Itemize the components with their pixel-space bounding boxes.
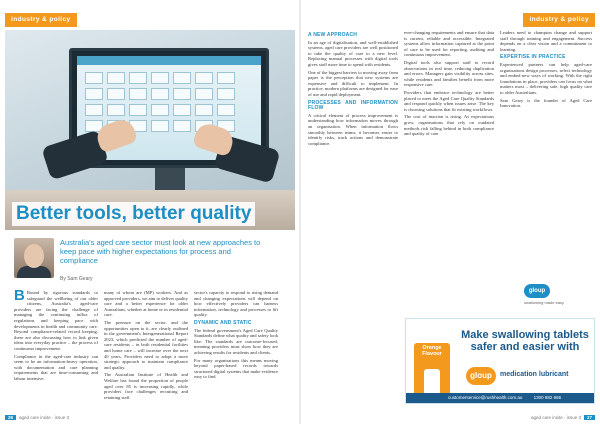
paragraph: Providers that embrace technology are better placed to meet the Aged Care Quality Standards and respond quickly when issues arise. The key is choosing solutions that fit existing workflows. — [404, 89, 494, 112]
subheading: DYNAMIC AND STATIC — [194, 319, 252, 326]
paragraph: The Australian Institute of Health and Welfare has found the proportion of people aged over 85 is increasing rapidly, while providers face challenges recruiting and retaining staff. — [104, 372, 188, 400]
advertiser-logo-small[interactable] — [524, 284, 592, 312]
paragraph: A critical element of process improvement is understanding how information moves through an organisation. When information flows smoothly between teams, it becomes easier to identify risks, track actions and demonstrate compliance. — [308, 112, 398, 146]
body-column-5 — [404, 30, 494, 332]
subheading: A NEW APPROACH — [308, 32, 358, 38]
body-column-3 — [194, 290, 278, 405]
paragraph: The pressure on the sector, and the opportunities open to it, are clearly outlined in the government's Intergenerational Report 2023, which predicted the number of aged-care residents – in both residential facilities and home care – will increase over the next 40 years. Providers need to adopt a more strategic approach to maintain compliance and quality. — [104, 319, 188, 370]
section-tag: industry & policy — [5, 13, 77, 27]
paragraph: B Bound by rigorous standards to safeguard the wellbeing of our older citizens, Australia's aged-care providers are facing the challenge of managing the continuing influx of regulations and keeping pace with developments in health and community care. Beyond compliance-related record keeping, these are also discussing how to link given ideas into everyday practice – the process of continuous improvement. — [14, 290, 98, 351]
ad-phone[interactable]: 1300 882 666 — [533, 395, 562, 400]
footer-text: aged care insite · issue 3 — [530, 415, 581, 420]
article-byline: By Sam Geary — [60, 276, 93, 282]
paragraph: ever-changing requirements and ensure that data is current, reliable and accessible. Integrated systems allow information captured at the point of care to be used for reporting, auditing and continuous improvement. — [404, 30, 494, 58]
paragraph: Compliance in the aged-care industry can seem to be an information-heavy operation, with documentation and care planning requirements that are time-consuming and labour intensive. — [14, 353, 98, 381]
gloup-logo-icon: gloup — [524, 284, 550, 298]
body-column-2 — [104, 290, 188, 405]
ad-website-link[interactable]: www.gloup.com.au — [448, 405, 486, 410]
paragraph: One of the biggest barriers to moving away from paper is the perception that new systems are expensive and difficult to implement. In practice, modern platforms are designed for ease of use and rapid deployment. — [308, 69, 398, 97]
ad-tagline: medication lubricant — [500, 371, 569, 378]
ad-email-link[interactable]: customerservice@rushhealth.com.au — [448, 395, 523, 400]
page-number: 26 — [5, 415, 16, 420]
body-column-6 — [500, 30, 592, 280]
drop-cap: B — [14, 290, 25, 304]
footer-text: aged care insite · issue 3 — [19, 415, 70, 420]
paragraph: sector's capacity to respond to rising demand and changing expectations will depend on how effectively providers can harness information, technology and processes to lift quality. — [194, 290, 278, 318]
paragraph: Digital tools also support staff to record observations in real time, reducing duplication and errors. Managers gain visibility across sites, while residents and families benefit from more responsive care. — [404, 59, 494, 88]
paragraph: For many organisations this means moving beyond paper-based records towards structured digital systems that make evidence easy to find. — [194, 357, 278, 380]
body-column-1 — [14, 290, 98, 405]
advertisement[interactable] — [405, 318, 595, 410]
product-label: Orange Flavour — [422, 345, 442, 357]
page-footer — [5, 415, 69, 420]
paragraph: The cost of inaction is rising. As expectations grow, organisations that rely on outdated methods risk falling behind in both compliance and quality of care. — [404, 114, 494, 137]
article-headline: Better tools, better quality — [12, 202, 255, 226]
paragraph: The federal government's Aged Care Quality Standards define what quality and safety look like. The standards are outcome-focused, meaning providers must show how they are achieving results for residents and clients. — [194, 327, 278, 355]
hero-photo — [5, 30, 295, 230]
ad-contact-bar — [406, 393, 594, 410]
body-column-4 — [308, 30, 398, 332]
ad-logo: gloup — [466, 367, 496, 385]
paragraph: Experienced partners can help aged-care organisations design processes, select technology and embed new ways of working. With the right foundations in place, providers can focus on what matters most – delivering safe, high quality care to older Australians. — [500, 61, 592, 95]
page-number: 27 — [584, 415, 595, 420]
paragraph: In an age of digitalisation, and well-established systems, aged care providers are well positioned to take the quality of care to a new level. Replacing manual processes with digital tools gives staff more time to spend with residents. — [308, 39, 398, 67]
paragraph: Sam Geary is the founder of Aged Care Innovation. — [500, 97, 592, 109]
article-standfirst: Australia's aged care sector must look at new approaches to keep pace with higher expectations for process and compliance — [60, 238, 261, 265]
page-footer — [531, 415, 595, 420]
ad-headline: Make swallowing tablets safer and easier with — [461, 329, 589, 353]
subheading: PROCESSES AND INFORMATION FLOW — [308, 99, 398, 112]
logo-subtitle: swallowing made easy — [524, 300, 565, 305]
subheading: EXPERTISE IN PRACTICE — [500, 54, 566, 61]
paragraph: Leaders need to champion change and support staff through training and engagement. Success depends on a clear vision and a commitment to learning. — [500, 30, 592, 52]
author-photo — [14, 238, 54, 278]
paragraph: many of whom are (MP) workers. And as approved providers, we aim to deliver quality care and a better experience for older Australians, whether at home or in residential care. — [104, 290, 188, 318]
section-tag: industry & policy — [523, 13, 595, 27]
